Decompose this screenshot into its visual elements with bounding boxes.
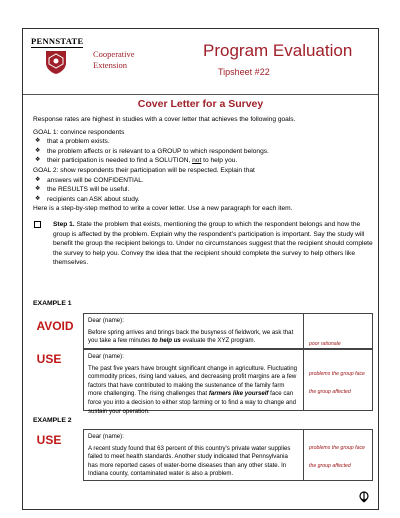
step-label: Step 1. — [53, 220, 75, 228]
diamond-bullet-icon: ❖ — [35, 157, 41, 164]
use-1-note-problems: problems the group face — [309, 371, 365, 377]
method-text: Here is a step-by-step method to write a cover letter. Use a new paragraph for each item. — [33, 205, 293, 213]
org-name: Cooperative Extension — [93, 49, 135, 70]
pennstate-logo — [31, 36, 91, 80]
tipsheet-page — [22, 28, 379, 510]
goal-2-heading: GOAL 2: show respondents their participation will be respected. Explain that — [33, 166, 255, 174]
use-tag-1: USE — [36, 352, 62, 366]
list-item: ❖ their participation is needed to find a SOLUTION, not to help you. — [35, 157, 238, 165]
example-1-label: EXAMPLE 1 — [33, 300, 72, 307]
avoid-note: poor rationale — [309, 341, 341, 347]
intro-text: Response rates are highest in studies with a cover letter that achieves the following goals. — [33, 116, 296, 123]
program-title: Program Evaluation — [203, 41, 353, 60]
diamond-bullet-icon: ❖ — [35, 186, 41, 193]
use-2-note-group: the group affected — [309, 463, 351, 469]
avoid-example-box: Dear (name): Before spring arrives and brings back the busyness of fieldwork, we ask that you take a few minutes to help us evaluate the XYZ program. poor rationale — [83, 313, 373, 349]
step-checkbox[interactable] — [34, 221, 41, 228]
goal-1-heading: GOAL 1: convince respondents — [33, 128, 125, 136]
diamond-bullet-icon: ❖ — [35, 138, 41, 145]
example-2-label: EXAMPLE 2 — [33, 417, 72, 424]
use-1-note-group: the group affected — [309, 389, 351, 395]
use-tag-2: USE — [36, 433, 62, 447]
diamond-bullet-icon: ❖ — [35, 195, 41, 202]
turn-page-icon — [359, 491, 369, 503]
list-item: ❖ the RESULTS will be useful. — [35, 186, 130, 194]
list-item: ❖ that a problem exists. — [35, 138, 110, 146]
tipsheet-number: Tipsheet #22 — [218, 67, 270, 77]
document-title: Cover Letter for a Survey — [137, 98, 264, 110]
header-divider — [23, 94, 378, 95]
use-example-1-box: Dear (name): The past five years have brought significant change in agriculture. Fluctuating commodity prices, rising land values, and decreasing profit margins are a few factors that have contributed to making the sustenance of the family farm more challenging. The rising challenges that farmers like yourself face can force you into a decision to either stop farming or to find a way to change and sustain your operation. problems the group face the group affected — [83, 349, 373, 411]
diamond-bullet-icon: ❖ — [35, 176, 41, 183]
document-body — [33, 115, 373, 268]
diamond-bullet-icon: ❖ — [35, 147, 41, 154]
logo-wordmark: PENNSTATE — [31, 36, 84, 46]
step-text: State the problem that exists, mentioning the group to which the respondent belongs and how the group is affected by the problem. Explain why the respondent’s participation is important. Say the study will benefit the group the recipient belongs to. Under no circumstances suggest that the recipient should complete the survey to help you. Convey the idea that the recipient should complete the survey to help others like themselves. — [53, 220, 373, 267]
use-example-2-box: Dear (name): A recent study found that 63 percent of this country’s private water supplies failed to meet health standards. Another study indicated that Pennsylvania has more reported cases of water-borne diseases than any other state. In Indiana county, contaminated water is also a problem. problems the group face the group affected — [83, 429, 373, 481]
shield-icon — [45, 50, 67, 75]
use-2-note-problems: problems the group face — [309, 445, 365, 451]
avoid-tag: AVOID — [36, 319, 74, 333]
list-item: ❖ recipients can ASK about study. — [35, 195, 140, 203]
header — [23, 29, 378, 87]
step-1 — [33, 220, 373, 268]
list-item: ❖ the problem affects or is relevant to a GROUP to which respondent belongs. — [35, 147, 269, 155]
list-item: ❖ answers will be CONFIDENTIAL. — [35, 176, 144, 184]
